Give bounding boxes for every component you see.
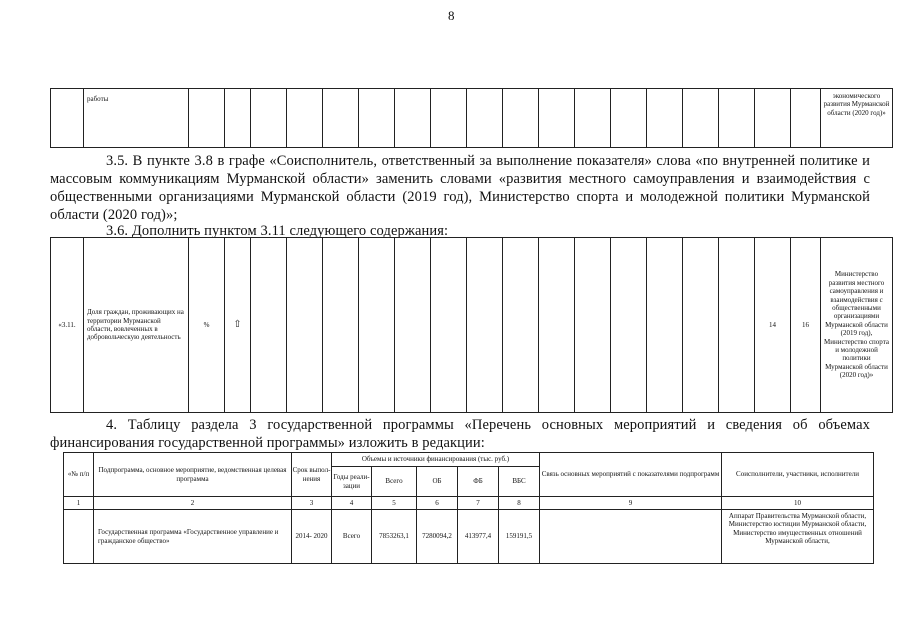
header-program: Подпрограмма, основное мероприятие, ведомственная целевая программа [94, 453, 292, 497]
header-fb: ФБ [458, 467, 499, 497]
column-number: 4 [332, 497, 372, 510]
value-2019: 14 [755, 238, 791, 413]
row-fb: 413977,4 [458, 510, 499, 564]
cell [51, 89, 84, 148]
row-number: «3.11. [51, 238, 84, 413]
program-funding-table [63, 452, 874, 564]
header-vbs: ВБС [499, 467, 540, 497]
header-years: Годы реали- зации [332, 467, 372, 497]
indicator-table-fragment [50, 88, 893, 148]
column-number: 6 [417, 497, 458, 510]
column-number: 10 [722, 497, 874, 510]
column-number: 9 [540, 497, 722, 510]
up-arrow-icon: ⇧ [225, 238, 251, 413]
column-number: 1 [64, 497, 94, 510]
page-number: 8 [448, 8, 455, 23]
header-term: Срок выпол- нения [292, 453, 332, 497]
indicator-name: Доля граждан, проживающих на территории Мурманской области, вовлеченных в добровольческую деятельность [84, 238, 189, 413]
header-link: Связь основных мероприятий с показателями подпрограмм [540, 453, 722, 497]
column-number: 7 [458, 497, 499, 510]
column-number: 2 [94, 497, 292, 510]
header-num: «№ п/п [64, 453, 94, 497]
value-2020: 16 [791, 238, 821, 413]
row-executors: Аппарат Правительства Мурманской области, Министерство юстиции Мурманской области, Министерство имущественных отношений Мурманской области, [722, 510, 874, 564]
row-num [64, 510, 94, 564]
row-program: Государственная программа «Государственное управление и гражданское общество» [94, 510, 292, 564]
column-number: 8 [499, 497, 540, 510]
row-total: 7853263,1 [372, 510, 417, 564]
header-ob: ОБ [417, 467, 458, 497]
paragraph-3-6: 3.6. Дополнить пунктом 3.11 следующего содержания: [106, 223, 449, 239]
column-number: 5 [372, 497, 417, 510]
row-years: Всего [332, 510, 372, 564]
row-vbs: 159191,5 [499, 510, 540, 564]
indicator-row-3-11 [50, 237, 893, 413]
executor: Министерство развития местного самоуправления и взаимодействия с общественными организациями Мурманской области (2019 год), Министерство спорта и молодежной политики Мурманской области (2020 год)» [821, 238, 893, 413]
unit: % [189, 238, 225, 413]
row-term: 2014- 2020 [292, 510, 332, 564]
paragraph-3-5: 3.5. В пункте 3.8 в графе «Соисполнитель, ответственный за выполнение показателя» слова «по внутренней политике и массовым коммуникациям Мурманской области» заменить словами «развития местного самоуправления и взаимодействия с общественными организациями Мурманской области (2019 год), Министерство спорта и молодежной политики Мурманской области (2020 год)»; [50, 153, 870, 223]
row-link [540, 510, 722, 564]
header-total: Всего [372, 467, 417, 497]
header-executors: Соисполнители, участники, исполнители [722, 453, 874, 497]
row-ob: 7280094,2 [417, 510, 458, 564]
work-label: работы [84, 89, 189, 148]
column-number: 3 [292, 497, 332, 510]
paragraph-4: 4. Таблицу раздела 3 государственной программы «Перечень основных мероприятий и сведения об объемах финансирования государственной программы» изложить в редакции: [50, 417, 870, 451]
table-row [64, 510, 874, 564]
executor-fragment: экономического развития Мурманской области (2020 год)» [821, 89, 893, 148]
header-funding: Объемы и источники финансирования (тыс. руб.) [332, 453, 540, 467]
